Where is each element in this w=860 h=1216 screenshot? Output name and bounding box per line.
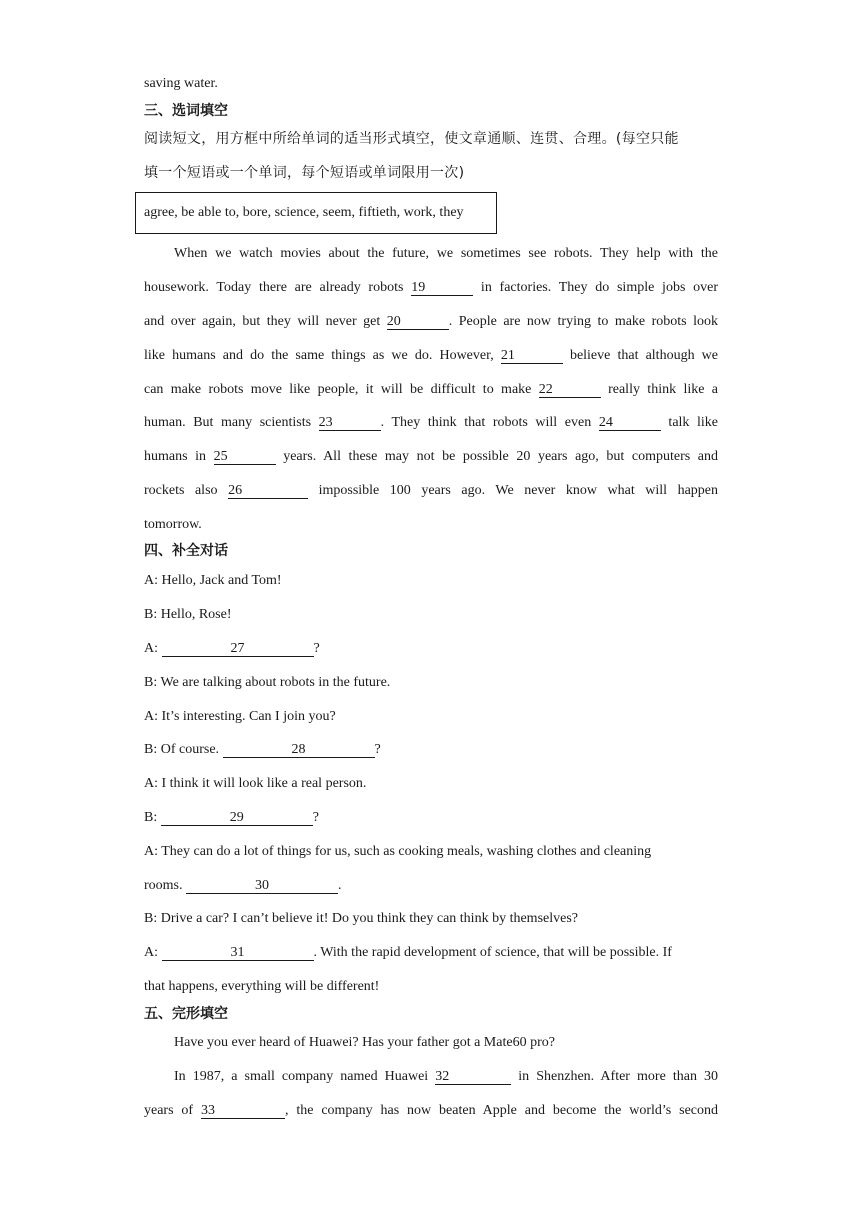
section-3-instruction-line-2: 填一个短语或一个单词，每个短语或单词限用一次) — [144, 165, 465, 181]
section-3-title: 三、选词填空 — [144, 103, 228, 119]
word-bank-box: agree, be able to, bore, science, seem, fiftieth, work, they — [135, 192, 497, 234]
dialogue-line-8: B: 29 ? — [144, 810, 319, 825]
passage-line-2: housework. Today there are already robots 19 in factories. They do simple jobs over — [144, 280, 718, 295]
dialogue-line-10: rooms. 30 . — [144, 878, 342, 893]
passage-line-1: When we watch movies about the future, we sometimes see robots. They help with the — [174, 246, 718, 261]
dialogue-line-1: A: Hello, Jack and Tom! — [144, 573, 282, 588]
blank-20[interactable]: 20 — [387, 314, 449, 330]
passage-line-4: like humans and do the same things as we do. However, 21 believe that although we — [144, 348, 718, 363]
blank-21[interactable]: 21 — [501, 348, 563, 364]
passage-line-6: human. But many scientists 23 . They think that robots will even 24 talk like — [144, 415, 718, 430]
dialogue-line-3: A: 27 ? — [144, 641, 320, 656]
blank-32[interactable]: 32 — [435, 1069, 511, 1085]
blank-25[interactable]: 25 — [214, 449, 276, 465]
blank-19[interactable]: 19 — [411, 280, 473, 296]
blank-22[interactable]: 22 — [539, 382, 601, 398]
passage-line-7: humans in 25 years. All these may not be possible 20 years ago, but computers and — [144, 449, 718, 464]
blank-26[interactable]: 26 — [228, 483, 308, 499]
dialogue-line-2: B: Hello, Rose! — [144, 607, 232, 622]
passage-line-5: can make robots move like people, it will be difficult to make 22 really think like a — [144, 382, 718, 397]
passage-line-3: and over again, but they will never get 20 . People are now trying to make robots look — [144, 314, 718, 329]
blank-31[interactable]: 31 — [162, 945, 314, 961]
cloze-line-1: Have you ever heard of Huawei? Has your father got a Mate60 pro? — [174, 1035, 555, 1050]
blank-33[interactable]: 33 — [201, 1103, 285, 1119]
dialogue-line-4: B: We are talking about robots in the future. — [144, 675, 391, 690]
blank-23[interactable]: 23 — [319, 415, 381, 431]
blank-27[interactable]: 27 — [162, 641, 314, 657]
section-4-title: 四、补全对话 — [144, 543, 228, 559]
blank-30[interactable]: 30 — [186, 878, 338, 894]
dialogue-line-5: A: It’s interesting. Can I join you? — [144, 709, 336, 724]
dialogue-line-9: A: They can do a lot of things for us, such as cooking meals, washing clothes and cleaning — [144, 844, 652, 859]
dialogue-line-6: B: Of course. 28 ? — [144, 742, 381, 757]
blank-29[interactable]: 29 — [161, 810, 313, 826]
section-3-instruction-line-1: 阅读短文，用方框中所给单词的适当形式填空，使文章通顺、连贯、合理。(每空只能 — [144, 131, 679, 147]
dialogue-line-11: B: Drive a car? I can’t believe it! Do you think they can think by themselves? — [144, 911, 578, 926]
dialogue-line-13: that happens, everything will be different! — [144, 979, 380, 994]
passage-line-9: tomorrow. — [144, 517, 202, 532]
cloze-line-2: In 1987, a small company named Huawei 32 in Shenzhen. After more than 30 — [174, 1069, 718, 1084]
dialogue-line-12: A: 31 . With the rapid development of science, that will be possible. If — [144, 945, 672, 960]
passage-line-8: rockets also 26 impossible 100 years ago. We never know what will happen — [144, 483, 718, 498]
blank-24[interactable]: 24 — [599, 415, 661, 431]
section-5-title: 五、完形填空 — [144, 1006, 228, 1022]
prev-question-tail: saving water. — [144, 76, 218, 91]
blank-28[interactable]: 28 — [223, 742, 375, 758]
dialogue-line-7: A: I think it will look like a real person. — [144, 776, 367, 791]
cloze-line-3: years of 33 , the company has now beaten Apple and become the world’s second — [144, 1103, 718, 1118]
